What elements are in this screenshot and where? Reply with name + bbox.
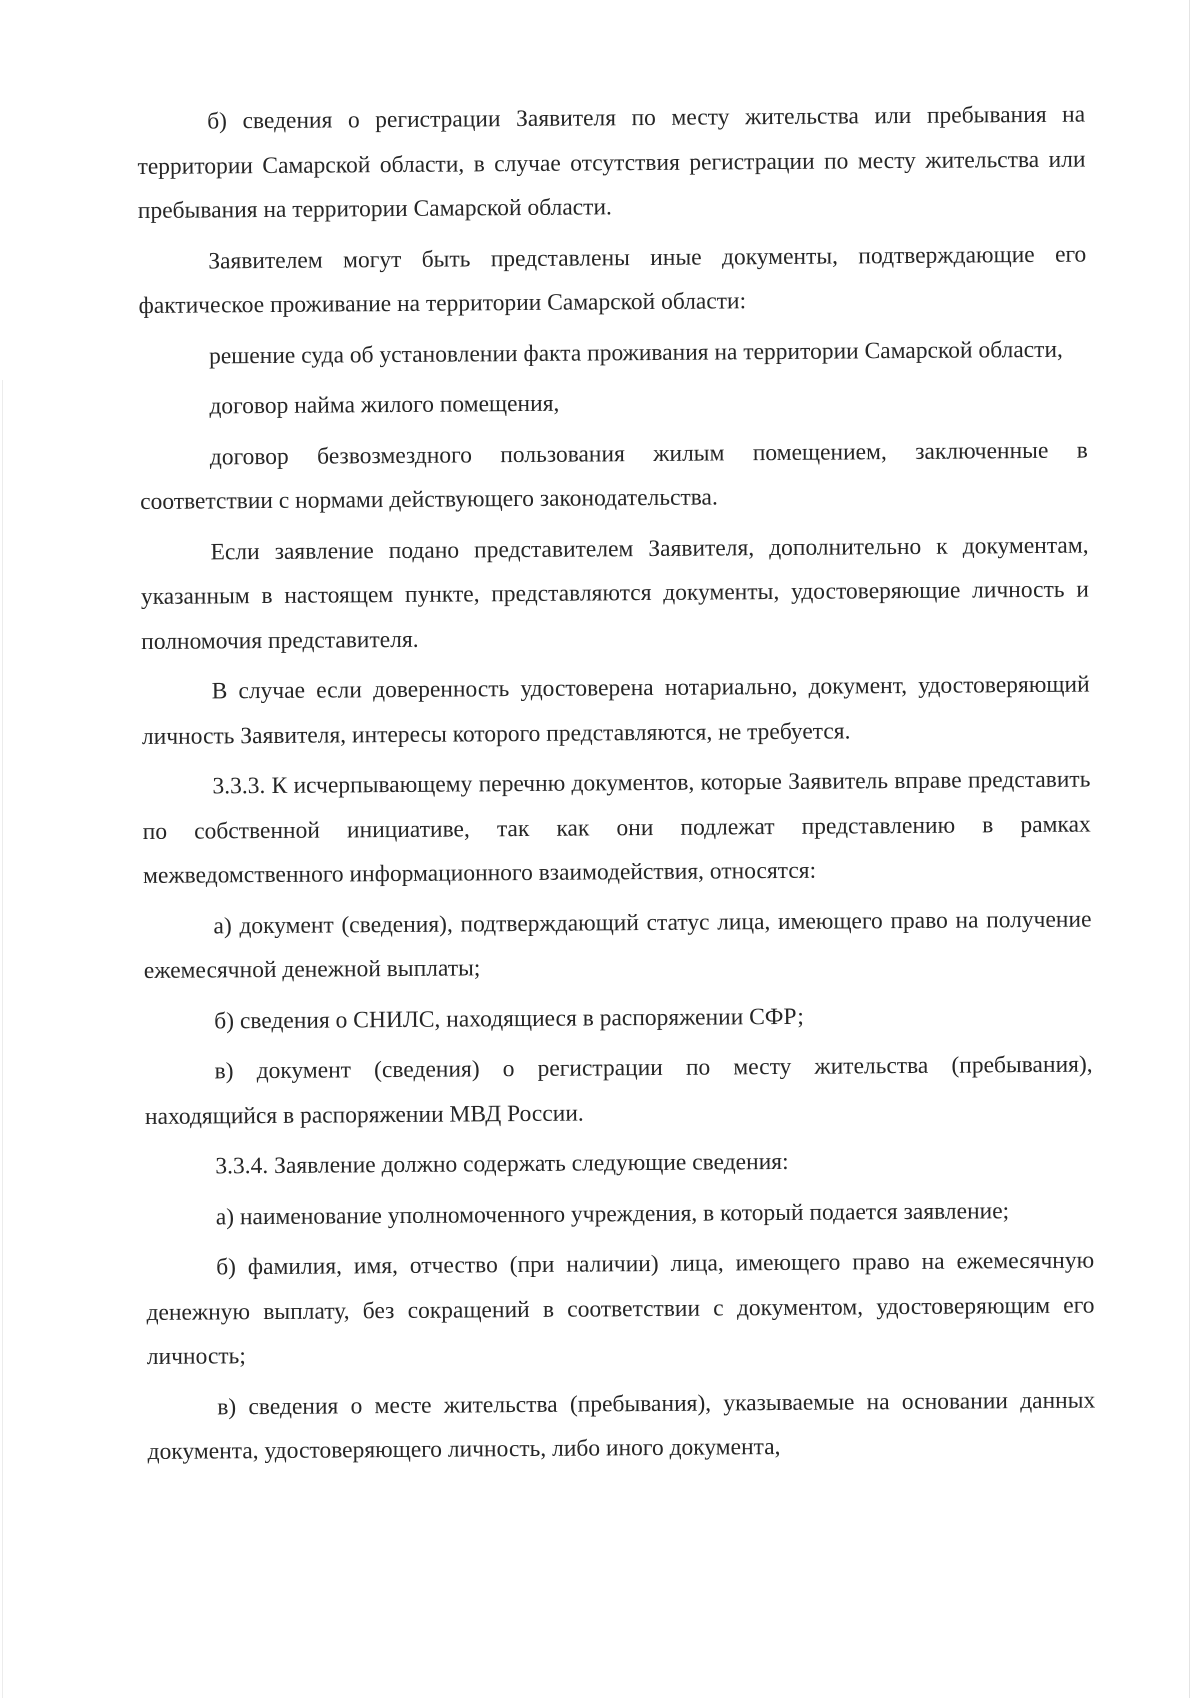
paragraph: В случае если доверенность удостоверена нотариально, документ, удостоверяющий личность Заявителя, интересы которого представляются, не требуется. <box>141 671 1090 750</box>
paragraph: Если заявление подано представителем Заявителя, дополнительно к документам, указанным в настоящем пункте, представляются документы, удостоверяющие личность и полномочия представителя. <box>140 532 1089 655</box>
paragraph: 3.3.3. К исчерпывающему перечню документов, которые Заявитель вправе представить по собственной инициативе, так как они подлежат представлению в рамках межведомственного информационного взаимодействия, относятся: <box>142 766 1091 889</box>
paragraph: договор безвозмездного пользования жилым помещением, заключенные в соответствии с нормами действующего законодательства. <box>140 437 1088 515</box>
paragraph: Заявителем могут быть представлены иные документы, подтверждающие его фактическое проживание на территории Самарской области: <box>138 241 1087 319</box>
paragraph: 3.3.4. Заявление должно содержать следующие сведения: <box>215 1148 789 1180</box>
paragraph: а) наименование уполномоченного учреждения, в который подается заявление; <box>215 1197 1010 1230</box>
scan-edge-left <box>2 380 3 1698</box>
paragraph: в) сведения о месте жительства (пребывания), указываемые на основании данных документа, удостоверяющего личность, либо иного документа, <box>147 1387 1096 1465</box>
paragraph: б) сведения о СНИЛС, находящиеся в распоряжении СФР; <box>214 1003 804 1034</box>
document-body <box>137 93 1096 1481</box>
scan-edge-right <box>1189 0 1190 1698</box>
paragraph: договор найма жилого помещения, <box>209 390 560 420</box>
paragraph: а) документ (сведения), подтверждающий статус лица, имеющего право на получение ежемесячной денежной выплаты; <box>143 906 1092 984</box>
paragraph: б) сведения о регистрации Заявителя по месту жительства или пребывания на территории Самарской области, в случае отсутствия регистрации по месту жительства или пребывания на территории Самарской области. <box>137 101 1086 224</box>
paragraph: решение суда об установлении факта проживания на территории Самарской области, <box>208 336 1063 369</box>
paragraph: в) документ (сведения) о регистрации по месту жительства (пребывания), находящийся в распоряжении МВД России. <box>144 1051 1093 1130</box>
paragraph: б) фамилия, имя, отчество (при наличии) лица, имеющего право на ежемесячную денежную выплату, без сокращений в соответствии с документом, удостоверяющим его личность; <box>146 1247 1095 1370</box>
